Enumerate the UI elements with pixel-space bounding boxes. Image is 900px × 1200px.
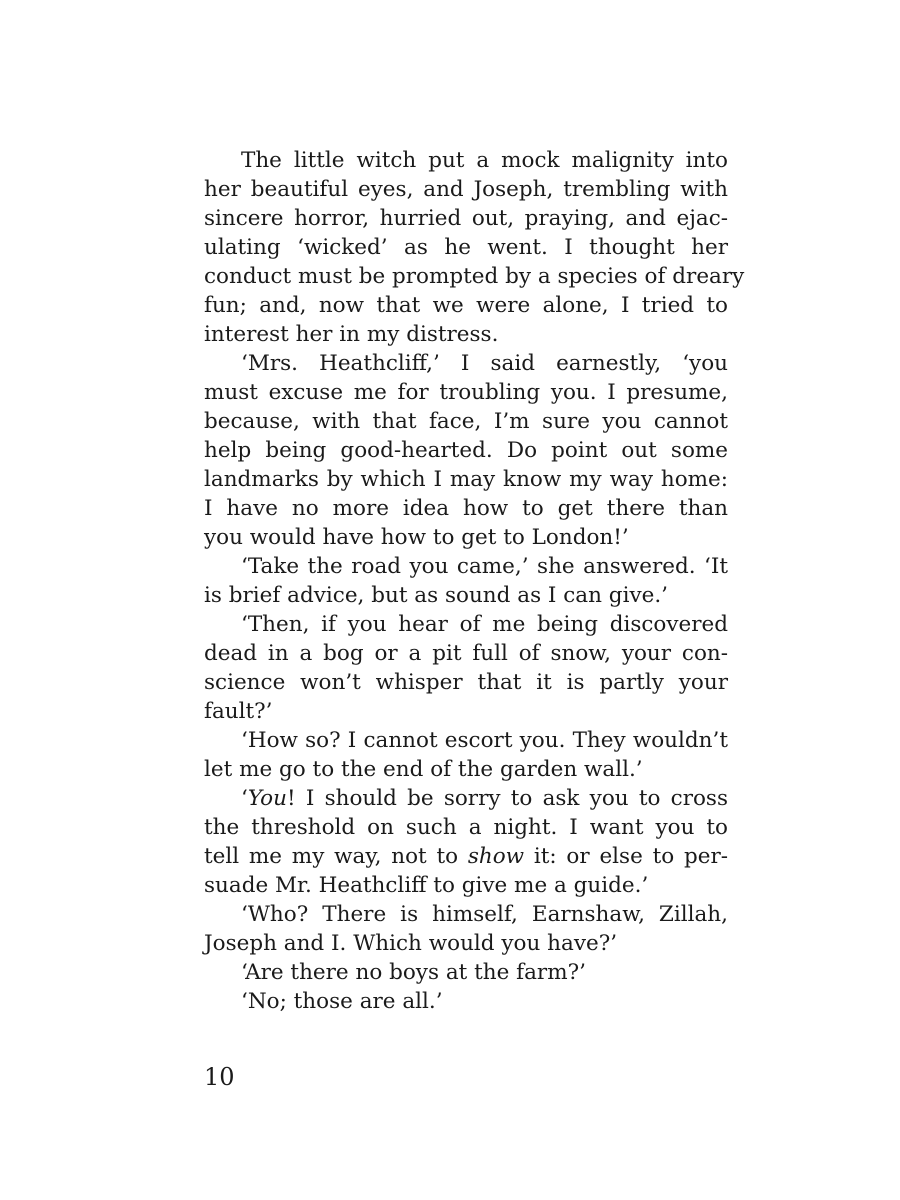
- text-line: Joseph and I. Which would you have?’: [204, 931, 618, 956]
- italic-emphasis: You: [247, 786, 287, 811]
- text-line: ‘Take the road you came,’ she answered. ‘It: [241, 554, 728, 579]
- text-line: help being good-hearted. Do point out some: [204, 438, 728, 463]
- body-text: [204, 146, 745, 1016]
- text-line: The little witch put a mock malignity into: [241, 148, 728, 173]
- text-line: [204, 784, 728, 813]
- paragraph: [204, 146, 745, 349]
- text-line: ‘No; those are all.’: [241, 989, 443, 1014]
- text-line: the threshold on such a night. I want you to: [204, 815, 728, 840]
- paragraph: [204, 726, 728, 784]
- text-run: ‘: [241, 786, 248, 811]
- text-line: dead in a bog or a pit full of snow, your con-: [204, 641, 728, 666]
- text-line: fun; and, now that we were alone, I tried to: [204, 293, 728, 318]
- text-line: her beautiful eyes, and Joseph, trembling with: [204, 177, 728, 202]
- text-line: is brief advice, but as sound as I can give.’: [204, 583, 668, 608]
- text-line: landmarks by which I may know my way home:: [204, 467, 728, 492]
- text-line: must excuse me for troubling you. I presume,: [204, 380, 728, 405]
- text-line: because, with that face, I’m sure you cannot: [204, 409, 728, 434]
- text-line: fault?’: [204, 699, 273, 724]
- paragraph: [204, 784, 728, 900]
- text-line: interest her in my distress.: [204, 322, 499, 347]
- italic-emphasis: show: [467, 844, 525, 869]
- paragraph: [204, 900, 728, 958]
- text-line: [204, 842, 728, 871]
- text-run: ! I should be sorry to ask you to cross: [286, 786, 728, 811]
- text-line: suade Mr. Heathcliff to give me a guide.’: [204, 873, 649, 898]
- text-line: ulating ‘wicked’ as he went. I thought her: [204, 235, 728, 260]
- text-line: ‘Who? There is himself, Earnshaw, Zillah,: [241, 902, 728, 927]
- text-line: let me go to the end of the garden wall.’: [204, 757, 643, 782]
- text-run: it: or else to per-: [524, 844, 728, 869]
- text-line: you would have how to get to London!’: [204, 525, 629, 550]
- text-line: conduct must be prompted by a species of dreary: [204, 264, 745, 289]
- text-line: sincere horror, hurried out, praying, and ejac-: [204, 206, 728, 231]
- text-line: ‘Are there no boys at the farm?’: [241, 960, 586, 985]
- text-line: science won’t whisper that it is partly your: [204, 670, 728, 695]
- paragraph: [204, 349, 728, 552]
- text-run: tell me my way, not to: [204, 844, 468, 869]
- text-line: ‘Mrs. Heathcliff,’ I said earnestly, ‘you: [241, 351, 728, 376]
- paragraph: [204, 610, 728, 726]
- page-number: 10: [204, 1063, 235, 1091]
- paragraph: [204, 987, 728, 1016]
- text-line: I have no more idea how to get there than: [204, 496, 728, 521]
- text-line: ‘How so? I cannot escort you. They wouldn’t: [241, 728, 728, 753]
- paragraph: [204, 958, 728, 987]
- paragraph: [204, 552, 728, 610]
- text-line: ‘Then, if you hear of me being discovered: [241, 612, 728, 637]
